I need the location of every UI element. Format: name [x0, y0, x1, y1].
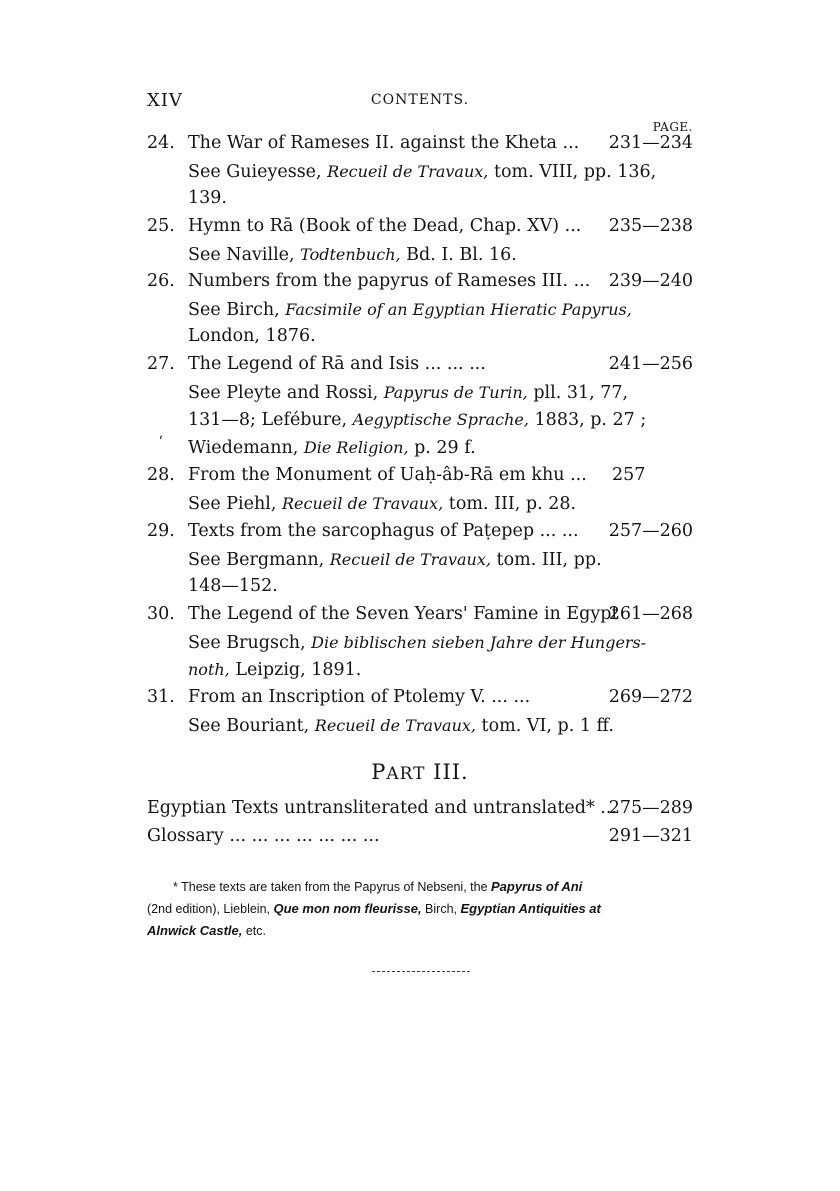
entry-reference: noth, Leipzig, 1891. [188, 660, 362, 680]
entry-pages: 261—268 [608, 604, 693, 624]
entry-number: 30. [147, 604, 175, 624]
part3-entry-glossary [147, 823, 693, 851]
entry-title: Hymn to Rā (Book of the Dead, Chap. XV) ... [188, 216, 582, 236]
entry-number: 27. [147, 354, 175, 374]
running-title: CONTENTS. [370, 92, 470, 108]
footnote-line: Alnwick Castle, etc. [147, 923, 266, 938]
entry-title: From an Inscription of Ptolemy V. ... ... [188, 687, 531, 707]
entry-reference: See Pleyte and Rossi, Papyrus de Turin, pll. 31, 77, [188, 382, 629, 403]
contents-entry-31 [147, 684, 693, 739]
entry-line [147, 130, 693, 158]
entry-reference: See Piehl, Recueil de Travaux, tom. III, p. 28. [188, 493, 577, 514]
entry-number: 31. [147, 687, 175, 707]
entry-pages: 291—321 [608, 826, 693, 846]
entry-reference: 148—152. [188, 576, 278, 596]
entry-pages: 257—260 [608, 521, 693, 541]
entry-pages: 269—272 [608, 687, 693, 707]
contents-entry-24 [147, 130, 693, 213]
entry-number: 28. [147, 465, 175, 485]
part3-entry-texts [147, 795, 693, 823]
page-column-label: PAGE. [652, 120, 693, 134]
entry-number: 24. [147, 133, 175, 153]
entry-title: The Legend of the Seven Years' Famine in Egypt [188, 604, 619, 624]
entry-line [147, 518, 693, 546]
entry-line [147, 268, 693, 296]
entry-number: 26. [147, 271, 175, 291]
entry-reference: See Bergmann, Recueil de Travaux, tom. III, pp. [188, 549, 602, 570]
contents-entry-26 [147, 268, 693, 351]
entry-pages: 275—289 [608, 798, 693, 818]
entry-pages: 241—256 [608, 354, 693, 374]
entry-title: Texts from the sarcophagus of Paṭepep ... ... [188, 521, 579, 541]
entry-title: Numbers from the papyrus of Rameses III. ... [188, 271, 591, 291]
entry-line [147, 601, 693, 629]
entry-reference: See Guieyesse, Recueil de Travaux, tom. VIII, pp. 136, [188, 161, 657, 182]
entry-reference: See Birch, Facsimile of an Egyptian Hieratic Papyrus, [188, 299, 632, 320]
contents-entry-29 [147, 518, 693, 601]
entry-number: 29. [147, 521, 175, 541]
entry-number: 25. [147, 216, 175, 236]
footnote-line: * These texts are taken from the Papyrus of Nebseni, the Papyrus of Ani [173, 879, 583, 894]
entry-title: Glossary ... ... ... ... ... ... ... [147, 826, 380, 846]
entry-reference: See Naville, Todtenbuch, Bd. I. Bl. 16. [188, 244, 517, 265]
entry-pages: 231—234 [608, 133, 693, 153]
entry-pages: 257 [612, 465, 646, 485]
entry-reference: London, 1876. [188, 326, 316, 346]
entry-reference: 131—8; Lefébure, Aegyptische Sprache, 1883, p. 27 ; [188, 410, 647, 430]
entry-pages: 239—240 [608, 271, 693, 291]
entry-pages: 235—238 [608, 216, 693, 236]
page-folio: XIV [147, 90, 183, 111]
footnote [147, 876, 693, 942]
entry-line [147, 462, 693, 490]
footnote-line: (2nd edition), Lieblein, Que mon nom fleurisse, Birch, Egyptian Antiquities at [147, 901, 601, 916]
running-head [147, 90, 693, 112]
entry-line [147, 213, 693, 241]
end-rule [372, 971, 470, 972]
contents-entry-25 [147, 213, 693, 268]
stray-mark: ʹ [159, 434, 163, 451]
contents-entry-30 [147, 601, 693, 684]
part-heading: PART III. [371, 760, 469, 784]
entry-title: From the Monument of Uaḥ-âb-Rā em khu ... [188, 465, 587, 485]
contents-entry-28 [147, 462, 693, 517]
entry-title: The War of Rameses II. against the Kheta ... [188, 133, 580, 153]
entry-title: The Legend of Rā and Isis ... ... ... [188, 354, 486, 374]
contents-entry-27 [147, 351, 693, 461]
entry-line [147, 684, 693, 712]
entry-reference: ʹ Wiedemann, Die Religion, p. 29 f. [147, 434, 693, 462]
entry-reference: See Brugsch, Die biblischen sieben Jahre der Hungers- [188, 632, 647, 653]
entry-reference: 139. [188, 188, 227, 208]
entry-line [147, 351, 693, 379]
entry-reference: See Bouriant, Recueil de Travaux, tom. VI, p. 1 ff. [188, 715, 614, 736]
entry-title: Egyptian Texts untransliterated and untranslated* ... [147, 798, 617, 818]
